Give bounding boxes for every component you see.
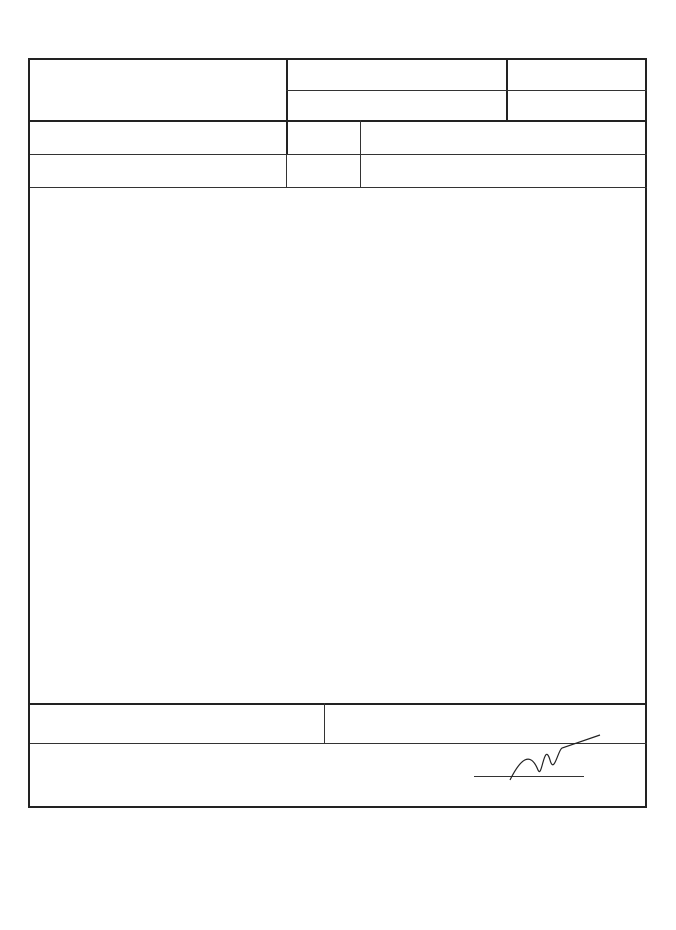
signature-mark (500, 730, 610, 785)
score-sheet (28, 58, 647, 808)
